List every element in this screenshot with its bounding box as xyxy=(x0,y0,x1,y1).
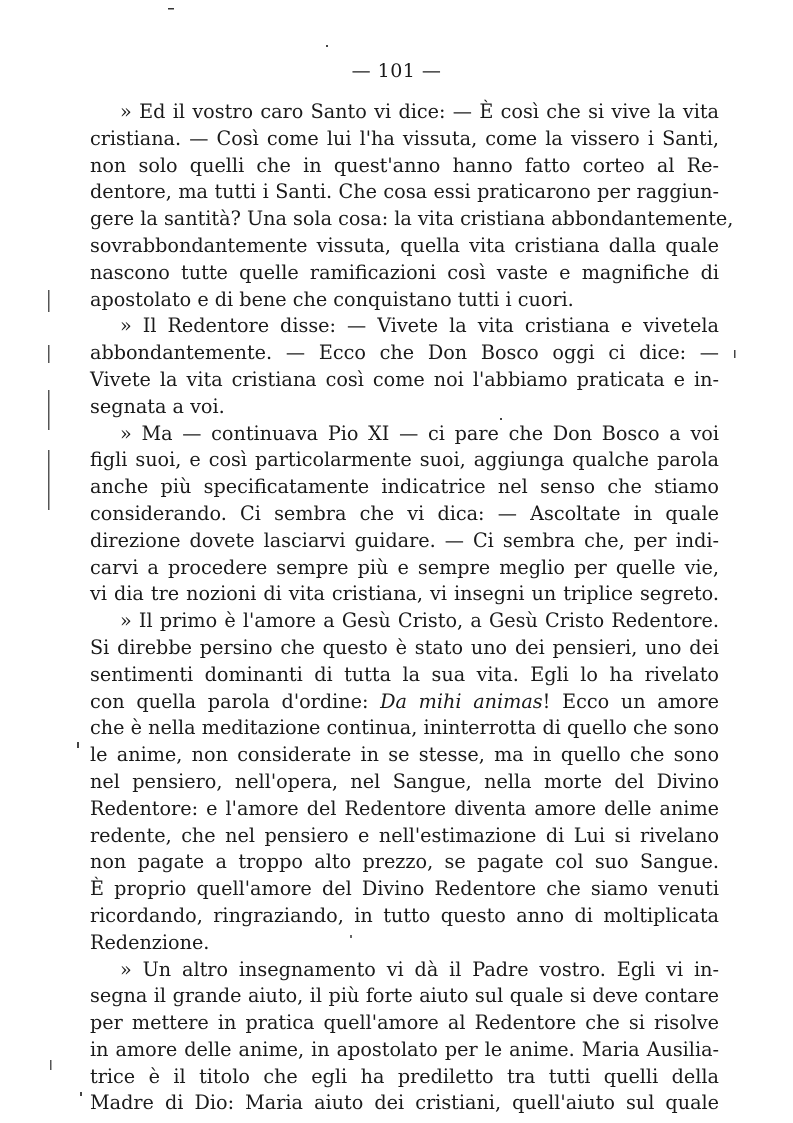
text-line: » Un altro insegnamento vi dà il Padre vostro. Egli vi in- xyxy=(120,957,719,981)
text-line: non pagate a troppo alto prezzo, se pagate col suo Sangue. xyxy=(90,850,719,874)
body-text xyxy=(90,99,734,1117)
text-line: direzione dovete lasciarvi guidare. — Ci sembra che, per indi- xyxy=(90,528,719,552)
text-line: nel pensiero, nell'opera, nel Sangue, nella morte del Divino xyxy=(90,769,719,793)
text-line: dentore, ma tutti i Santi. Che cosa essi praticarono per raggiun- xyxy=(90,180,719,204)
text-line: sentimenti dominanti di tutta la sua vita. Egli lo ha rivelato xyxy=(90,662,719,686)
text-line: redente, che nel pensiero e nell'estimazione di Lui si rivelano xyxy=(90,823,719,847)
text-line: Madre di Dio: Maria aiuto dei cristiani, quell'aiuto sul quale xyxy=(90,1091,719,1115)
text-line: abbondantemente. — Ecco che Don Bosco oggi ci dice: — xyxy=(90,341,719,365)
text-line: Redentore: e l'amore del Redentore diventa amore delle anime xyxy=(90,796,719,820)
text-line: nascono tutte quelle ramificazioni così vaste e magnifiche di xyxy=(90,260,719,284)
text-line: È proprio quell'amore del Divino Redentore che siamo venuti xyxy=(90,877,719,901)
text-line: Si direbbe persino che questo è stato uno dei pensieri, uno dei xyxy=(90,635,719,659)
text-line: gere la santità? Una sola cosa: la vita cristiana abbondantemente, xyxy=(90,207,734,231)
text-line: figli suoi, e così particolarmente suoi, aggiunga qualche parola xyxy=(90,448,719,472)
text-line: trice è il titolo che egli ha prediletto tra tutti quelli della xyxy=(90,1064,719,1088)
text-line: Vivete la vita cristiana così come noi l'abbiamo praticata e in- xyxy=(90,367,719,391)
text-line: considerando. Ci sembra che vi dica: — Ascoltate in quale xyxy=(90,501,719,525)
text-line-italic xyxy=(90,689,719,716)
text-line: » Il Redentore disse: — Vivete la vita cristiana e vivetela xyxy=(120,314,719,338)
text-line: » Ma — continuava Pio XI — ci pare che Don Bosco a voi xyxy=(120,421,719,445)
page-number: — 101 — xyxy=(351,60,442,82)
text-line: vi dia tre nozioni di vita cristiana, vi insegni un triplice segreto. xyxy=(90,582,719,606)
text-line: » Il primo è l'amore a Gesù Cristo, a Gesù Cristo Redentore. xyxy=(120,609,719,633)
text-line: carvi a procedere sempre più e sempre meglio per quelle vie, xyxy=(90,555,719,579)
text-line: in amore delle anime, in apostolato per le anime. Maria Ausilia- xyxy=(90,1037,719,1061)
text-line: che è nella meditazione continua, ininterrotta di quello che sono xyxy=(90,716,719,740)
text-line: per mettere in pratica quell'amore al Redentore che si risolve xyxy=(90,1011,719,1035)
text-line: sovrabbondantemente vissuta, quella vita cristiana dalla quale xyxy=(90,233,719,257)
text-line: cristiana. — Così come lui l'ha vissuta, come la vissero i Santi, xyxy=(90,126,719,150)
text-run: con quella parola d'ordine: xyxy=(90,689,381,713)
text-line: segnata a voi. xyxy=(90,394,225,418)
text-line: non solo quelli che in quest'anno hanno fatto corteo al Re- xyxy=(90,153,719,177)
text-line: ricordando, ringraziando, in tutto questo anno di moltiplicata xyxy=(90,903,719,927)
text-line: Redenzione. xyxy=(90,930,210,954)
text-line: le anime, non considerate in se stesse, ma in quello che sono xyxy=(90,743,719,767)
text-line: apostolato e di bene che conquistano tutti i cuori. xyxy=(90,287,574,311)
text-line: » Ed il vostro caro Santo vi dice: — È così che si vive la vita xyxy=(120,100,719,123)
latin-motto: Da mihi animas xyxy=(380,689,543,713)
text-run: ! Ecco un amore xyxy=(542,689,719,713)
text-line: segna il grande aiuto, il più forte aiuto sul quale si deve contare xyxy=(90,984,719,1008)
text-line: anche più specificatamente indicatrice nel senso che stiamo xyxy=(90,475,719,499)
